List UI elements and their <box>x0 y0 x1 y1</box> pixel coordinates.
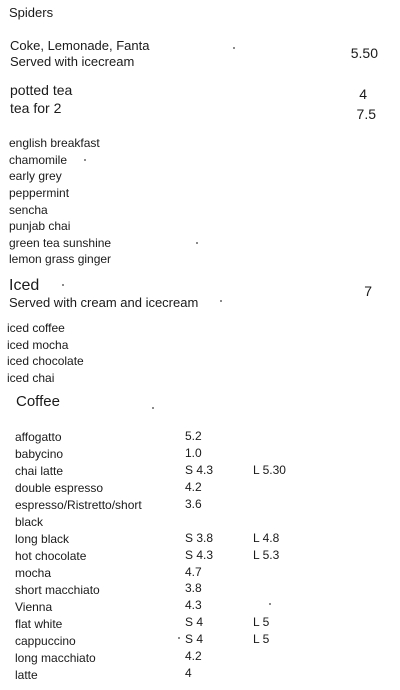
coffee-item-name: double espresso <box>15 481 104 495</box>
coffee-item-large-price: L 5 <box>253 632 270 646</box>
scan-speck <box>84 159 86 161</box>
tea-variety: sencha <box>9 203 48 217</box>
coffee-item-name: long macchiato <box>15 651 96 665</box>
tea-variety: green tea sunshine <box>9 236 112 250</box>
coffee-item-small-price: 3.8 <box>185 581 202 595</box>
coffee-item-name: babycino <box>15 447 64 461</box>
coffee-item-name: long black <box>15 532 70 546</box>
coffee-item-name: mocha <box>15 566 52 580</box>
iced-note: Served with cream and icecream <box>9 295 199 310</box>
coffee-item-name: short macchiato <box>15 583 100 597</box>
potted-tea-price: 4 <box>359 86 367 102</box>
tea-variety: early grey <box>9 169 62 183</box>
coffee-item-large-price: L 4.8 <box>253 531 280 545</box>
spiders-note: Served with icecream <box>10 54 135 69</box>
coffee-item-large-price: L 5.30 <box>253 463 286 477</box>
coffee-item-small-price: S 4 <box>185 632 204 646</box>
coffee-item-name: affogatto <box>15 430 62 444</box>
tea-variety: chamomile <box>9 153 68 167</box>
scan-speck <box>233 47 235 49</box>
tea-for-two-label: tea for 2 <box>10 100 62 116</box>
coffee-item-small-price: 4.7 <box>185 565 202 579</box>
spiders-heading: Spiders <box>9 5 54 20</box>
scan-speck <box>178 637 180 639</box>
tea-variety: english breakfast <box>9 136 100 150</box>
coffee-item-large-price: L 5.3 <box>253 548 280 562</box>
coffee-item-small-price: 1.0 <box>185 446 202 460</box>
scan-speck <box>152 407 154 409</box>
coffee-item-small-price: 3.6 <box>185 497 202 511</box>
scan-speck <box>269 603 271 605</box>
coffee-item-small-price: S 4 <box>185 615 204 629</box>
coffee-item-name: espresso/Ristretto/short <box>15 498 142 512</box>
coffee-item-small-price: S 3.8 <box>185 531 214 545</box>
scan-speck <box>220 300 222 302</box>
coffee-item-small-price: 4.2 <box>185 480 202 494</box>
coffee-item-small-price: 4.2 <box>185 649 202 663</box>
scan-speck <box>196 242 198 244</box>
iced-item: iced chai <box>7 371 55 385</box>
coffee-item-small-price: S 4.3 <box>185 548 214 562</box>
coffee-heading: Coffee <box>16 393 60 410</box>
tea-variety: lemon grass ginger <box>9 252 112 266</box>
coffee-item-name: black <box>15 515 44 529</box>
coffee-item-name: latte <box>15 668 38 682</box>
iced-heading: Iced <box>9 277 40 294</box>
coffee-item-name: Vienna <box>15 600 53 614</box>
coffee-item-name: hot chocolate <box>15 549 87 563</box>
coffee-item-name: cappuccino <box>15 634 76 648</box>
coffee-item-small-price: 4.3 <box>185 598 202 612</box>
tea-variety: punjab chai <box>9 219 71 233</box>
iced-item: iced chocolate <box>7 354 84 368</box>
iced-item: iced coffee <box>7 321 65 335</box>
tea-for-two-price: 7.5 <box>356 106 376 122</box>
coffee-item-large-price: L 5 <box>253 615 270 629</box>
coffee-item-small-price: S 4.3 <box>185 463 214 477</box>
scan-speck <box>62 284 64 286</box>
coffee-item-small-price: 5.2 <box>185 429 202 443</box>
spiders-items: Coke, Lemonade, Fanta <box>10 38 150 53</box>
coffee-item-name: flat white <box>15 617 63 631</box>
spiders-price: 5.50 <box>350 45 378 61</box>
tea-variety: peppermint <box>9 186 70 200</box>
coffee-item-small-price: 4 <box>185 666 192 680</box>
iced-item: iced mocha <box>7 338 69 352</box>
potted-tea-label: potted tea <box>10 82 73 98</box>
iced-price: 7 <box>364 283 372 299</box>
coffee-item-name: chai latte <box>15 464 64 478</box>
